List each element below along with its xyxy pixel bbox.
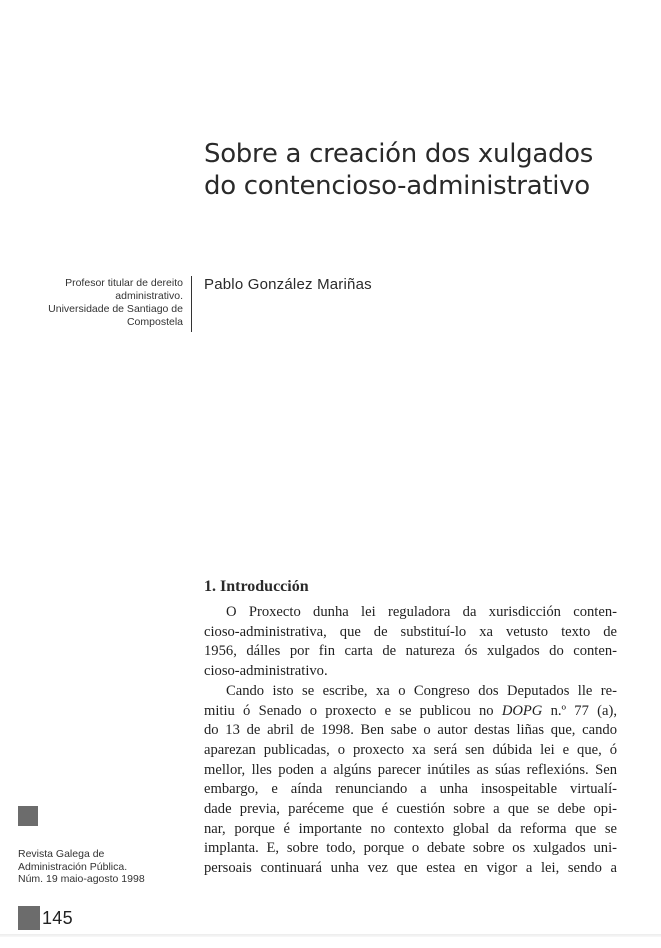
body-line: implanta. E, sobre todo, porque o debate sobre os xulgados uni- xyxy=(204,840,617,857)
page-number-marker xyxy=(18,906,40,930)
journal-name-line-1: Revista Galega de xyxy=(18,848,105,860)
body-line: 1956, dálles por fin carta de natureza ós xulgados do conten- xyxy=(204,643,617,660)
body-line: cioso-administrativo. xyxy=(204,663,328,680)
title-line-1: Sobre a creación dos xulgados xyxy=(204,139,594,169)
journal-info xyxy=(18,848,188,886)
body-line: do 13 de abril de 1998. Ben sabe o autor destas liñas que, cando xyxy=(204,722,617,739)
affiliation-line: Profesor titular de dereito xyxy=(65,277,183,289)
title-line-2: do contencioso-administrativo xyxy=(204,171,590,201)
page-number: 145 xyxy=(42,907,73,928)
body-line: embargo, e aínda renunciando a unha insospeitable virtualí- xyxy=(204,781,617,798)
body-fragment: mitiu ó Senado o proxecto e se publicou no xyxy=(204,702,494,719)
body-line: O Proxecto dunha lei reguladora da xurisdicción conten- xyxy=(226,604,617,620)
scan-edge-shadow xyxy=(0,934,661,937)
affiliation-line: Compostela xyxy=(126,316,183,328)
article-title xyxy=(204,138,644,202)
margin-marker-square xyxy=(18,806,38,826)
body-line: nar, porque é importante no contexto global da reforma que se xyxy=(204,820,617,837)
body-fragment: n.º 77 (a), xyxy=(550,702,617,719)
body-line: cioso-administrativa, que de substituí-lo xa vetusto texto de xyxy=(204,623,617,640)
journal-name-line-2: Administración Pública. xyxy=(18,860,128,873)
dopg-abbrev: DOPG xyxy=(501,702,543,719)
affiliation-divider xyxy=(191,276,192,332)
body-line: Cando isto se escribe, xa o Congreso dos Deputados lle re- xyxy=(226,682,617,699)
affiliation-line: administrativo. xyxy=(115,290,183,302)
section-heading: 1. Introducción xyxy=(204,578,309,595)
affiliation-line: Universidade de Santiago de xyxy=(48,303,183,315)
body-text xyxy=(204,603,617,879)
body-line: dade previa, paréceme que é cuestión sobre a que se debe opi- xyxy=(204,801,617,818)
journal-issue: Núm. 19 maio-agosto 1998 xyxy=(18,873,145,886)
body-line xyxy=(204,702,617,722)
author-name: Pablo González Mariñas xyxy=(204,276,372,293)
body-line: aparezan publicadas, o proxecto xa será sen dúbida lei e que, ó xyxy=(204,741,617,758)
author-affiliation xyxy=(20,277,183,329)
page-number-block xyxy=(18,906,73,930)
body-line: mellor, lles poden a algúns parecer inútiles as súas reflexións. Sen xyxy=(204,761,617,778)
body-line: persoais continuará unha vez que estea en vigor a lei, sendo a xyxy=(204,860,617,877)
